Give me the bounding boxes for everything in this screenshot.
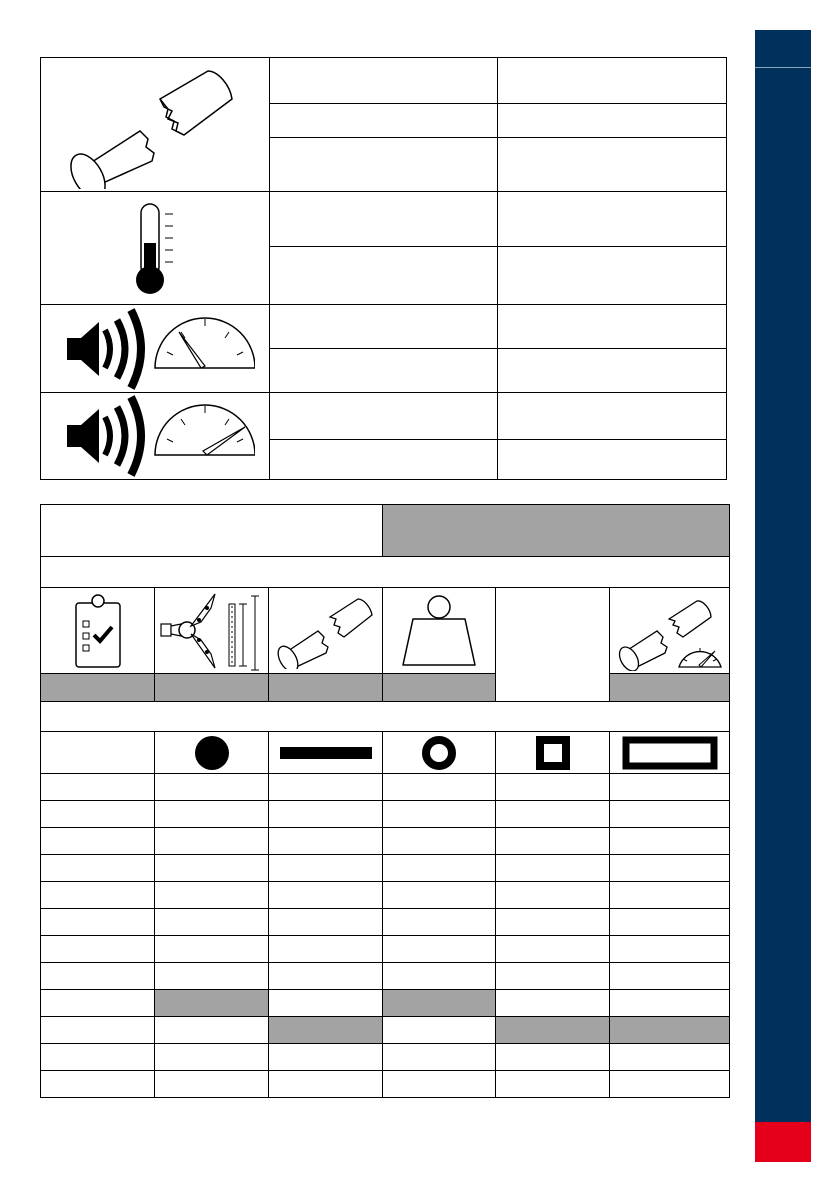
red-tab <box>755 1122 811 1162</box>
round-bar-icon <box>155 732 269 774</box>
top-cell <box>270 393 498 440</box>
top-cell <box>270 439 498 479</box>
empty-header-cell <box>496 588 610 702</box>
top-cell <box>498 138 727 192</box>
top-cell <box>270 104 498 138</box>
table-cell <box>155 855 269 882</box>
square-tube-icon <box>496 732 610 774</box>
table-cell <box>269 990 383 1017</box>
table-cell <box>41 828 155 855</box>
table-cell <box>269 1071 383 1098</box>
table-cell <box>496 1071 610 1098</box>
table-cell <box>496 855 610 882</box>
weight-icon <box>383 588 496 674</box>
top-cell <box>270 247 498 305</box>
table-cell <box>383 774 496 801</box>
table-cell <box>610 1071 730 1098</box>
table-cell <box>269 801 383 828</box>
table-row <box>41 990 730 1017</box>
table-cell <box>383 828 496 855</box>
table-cell <box>41 1071 155 1098</box>
table-cell <box>269 1044 383 1071</box>
flat-bar-icon <box>269 732 383 774</box>
table-cell <box>383 1071 496 1098</box>
profile-label-cell <box>41 732 155 774</box>
table-cell <box>610 909 730 936</box>
table-cell <box>155 1071 269 1098</box>
gray-label-cell <box>155 674 269 702</box>
table-cell <box>41 963 155 990</box>
table-row <box>41 1017 730 1044</box>
table-row <box>41 909 730 936</box>
checklist-icon <box>41 588 155 674</box>
table-cell <box>41 882 155 909</box>
top-cell <box>498 349 727 393</box>
table-cell <box>41 855 155 882</box>
table-row <box>41 1044 730 1071</box>
table-cell <box>383 1044 496 1071</box>
round-tube-icon <box>383 732 496 774</box>
table-cell <box>496 936 610 963</box>
table-cell <box>383 963 496 990</box>
table-cell <box>155 828 269 855</box>
table-cell <box>269 828 383 855</box>
table-cell <box>155 936 269 963</box>
table-cell <box>610 963 730 990</box>
table-cell <box>610 855 730 882</box>
side-bar <box>755 30 811 1162</box>
bottom-header-left <box>41 505 383 557</box>
table-cell <box>610 801 730 828</box>
table-cell <box>269 855 383 882</box>
table-cell <box>610 828 730 855</box>
top-cell <box>498 393 727 440</box>
table-row <box>41 774 730 801</box>
table-cell <box>155 990 269 1017</box>
table-cell <box>383 1017 496 1044</box>
top-cell <box>270 138 498 192</box>
table-cell <box>496 882 610 909</box>
table-row <box>41 1071 730 1098</box>
table-cell <box>383 909 496 936</box>
broken-shaft-icon <box>269 588 383 674</box>
table-cell <box>41 909 155 936</box>
table-cell <box>610 936 730 963</box>
table-cell <box>610 1017 730 1044</box>
table-cell <box>269 909 383 936</box>
table-cell <box>610 990 730 1017</box>
table-cell <box>269 963 383 990</box>
table-cell <box>41 936 155 963</box>
table-cell <box>496 774 610 801</box>
table-row <box>41 828 730 855</box>
top-cell <box>270 305 498 349</box>
bottom-header-right <box>383 505 730 557</box>
table-cell <box>496 909 610 936</box>
table-cell <box>269 936 383 963</box>
broken-shaft-icon <box>41 58 270 192</box>
gray-label-cell <box>610 674 730 702</box>
table-cell <box>610 882 730 909</box>
table-row <box>41 882 730 909</box>
cutting-tool-icon <box>155 588 269 674</box>
shaft-gauge-icon <box>610 588 730 674</box>
table-cell <box>155 1017 269 1044</box>
table-cell <box>41 774 155 801</box>
gray-label-cell <box>383 674 496 702</box>
table-cell <box>496 1044 610 1071</box>
top-cell <box>270 58 498 104</box>
rectangular-tube-icon <box>610 732 730 774</box>
table-cell <box>383 936 496 963</box>
gray-label-cell <box>41 674 155 702</box>
table-cell <box>383 801 496 828</box>
top-table <box>40 57 727 480</box>
table-row <box>41 963 730 990</box>
top-cell <box>498 439 727 479</box>
top-cell <box>498 247 727 305</box>
top-cell <box>270 349 498 393</box>
table-row <box>41 855 730 882</box>
table-cell <box>383 882 496 909</box>
top-cell <box>498 305 727 349</box>
side-bar-rule <box>755 67 811 68</box>
table-cell <box>383 855 496 882</box>
table-cell <box>610 774 730 801</box>
table-cell <box>41 1044 155 1071</box>
bottom-table <box>40 504 730 1098</box>
table-cell <box>496 963 610 990</box>
table-cell <box>155 882 269 909</box>
speaker-gauge-high-icon <box>41 393 270 480</box>
top-cell <box>498 58 727 104</box>
table-cell <box>41 1017 155 1044</box>
speaker-gauge-low-icon <box>41 305 270 393</box>
table-row <box>41 936 730 963</box>
data-rows <box>41 774 730 1098</box>
top-cell <box>270 192 498 247</box>
table-cell <box>496 801 610 828</box>
table-cell <box>383 990 496 1017</box>
thermometer-icon <box>41 192 270 305</box>
table-cell <box>155 909 269 936</box>
gray-label-cell <box>269 674 383 702</box>
table-cell <box>155 801 269 828</box>
table-cell <box>610 1044 730 1071</box>
top-cell <box>498 104 727 138</box>
table-cell <box>155 963 269 990</box>
section-row-2 <box>41 702 730 732</box>
table-row <box>41 801 730 828</box>
table-cell <box>269 1017 383 1044</box>
top-cell <box>498 192 727 247</box>
table-cell <box>496 828 610 855</box>
table-cell <box>496 990 610 1017</box>
table-cell <box>155 1044 269 1071</box>
table-cell <box>496 1017 610 1044</box>
table-cell <box>155 774 269 801</box>
table-cell <box>41 801 155 828</box>
section-row-1 <box>41 557 730 588</box>
table-cell <box>41 990 155 1017</box>
table-cell <box>269 774 383 801</box>
table-cell <box>269 882 383 909</box>
